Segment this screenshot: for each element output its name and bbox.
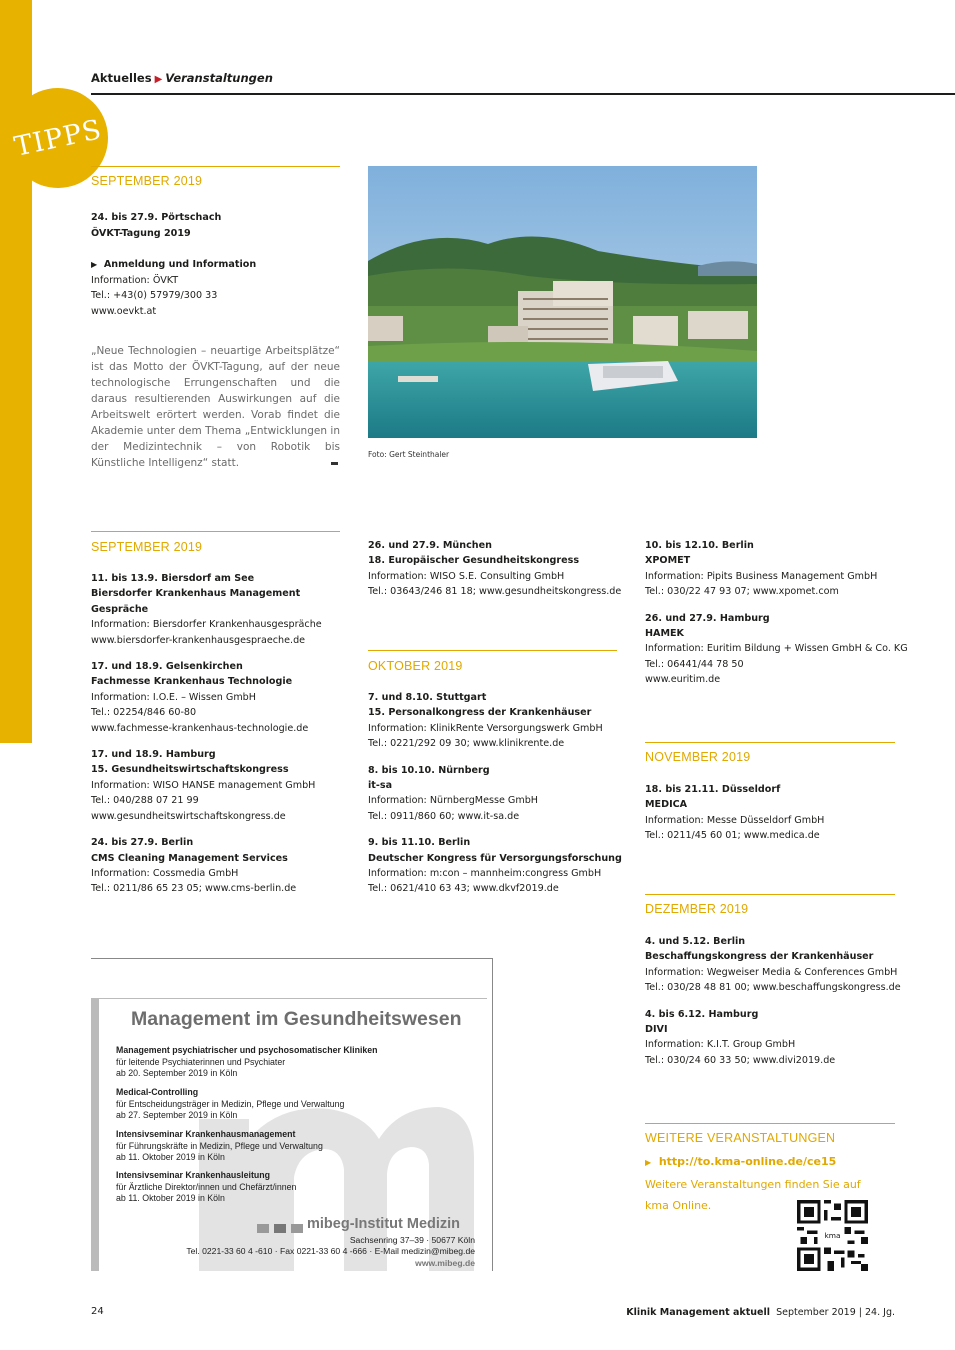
breadcrumb-subsection: Veranstaltungen bbox=[165, 71, 273, 85]
end-mark bbox=[331, 462, 338, 465]
event-item: 24. bis 27.9. Berlin CMS Cleaning Management Services Information: Cossmedia GmbH Tel.: 0211/86 65 23 05; www.cms-berlin.de bbox=[91, 837, 297, 895]
event-item: 4. bis 6.12. Hamburg DIVI Information: K.I.T. Group GmbH Tel.: 030/24 60 33 50; www.divi2019.de bbox=[645, 1008, 836, 1066]
ad-web[interactable]: www.mibeg.de bbox=[415, 1258, 475, 1268]
page-number: 24 bbox=[91, 1306, 104, 1317]
event-list bbox=[645, 538, 915, 699]
photo-caption: Foto: Gert Steinthaler bbox=[368, 450, 450, 459]
triangle-arrow-icon: ▶ bbox=[645, 1158, 652, 1167]
event-item: 17. und 18.9. Hamburg 15. Gesundheitswirtschaftskongress Information: WISO HANSE management GmbH Tel.: 040/288 07 21 99 www.gesundheitswirtschaftskongress.de bbox=[91, 749, 316, 822]
event-item: 18. bis 21.11. Düsseldorf MEDICA Information: Messe Düsseldorf GmbH Tel.: 0211/45 60 01; www.medica.de bbox=[645, 784, 825, 842]
footer-info: Klinik Management aktuell September 2019 | 24. Jg. bbox=[626, 1307, 895, 1318]
divider bbox=[368, 650, 617, 651]
month-heading: DEZEMBER 2019 bbox=[645, 902, 749, 916]
event-list bbox=[368, 538, 628, 611]
ad-course: Intensivseminar Krankenhausleitung für Ärztliche Direktor/innen und Chefärzt/innen ab 11. Oktober 2019 in Köln bbox=[116, 1170, 297, 1203]
tipps-badge: TIPPS bbox=[0, 79, 117, 198]
header-rule bbox=[91, 93, 955, 95]
ad-title: Management im Gesundheitswesen bbox=[131, 1008, 462, 1030]
event-item: 9. bis 11.10. Berlin Deutscher Kongress für Versorgungsforschung Information: m:con – mannheim:congress GmbH Tel.: 0621/410 63 43; www.dkvf2019.de bbox=[368, 837, 622, 895]
triangle-arrow-icon: ▶ bbox=[154, 74, 163, 85]
event-list bbox=[91, 571, 351, 908]
divider bbox=[91, 166, 340, 167]
event-web[interactable]: www.oevkt.at bbox=[91, 305, 157, 317]
event-info: Information: ÖVKT bbox=[91, 274, 179, 286]
divider bbox=[91, 531, 340, 532]
kma-link[interactable]: ▶ http://to.kma-online.de/ce15 bbox=[645, 1155, 837, 1168]
event-item: 10. bis 12.10. Berlin XPOMET Information: Pipits Business Management GmbH Tel.: 030/22 47 93 07; www.xpomet.com bbox=[645, 540, 878, 598]
event-item: 11. bis 13.9. Biersdorf am See Biersdorfer Krankenhaus Management Gespräche Information: Biersdorfer Krankenhausgespräche www.biersdorfer-krankenhausgespraeche.de bbox=[91, 573, 322, 646]
triangle-arrow-icon: ▶ bbox=[91, 260, 98, 269]
featured-event bbox=[91, 210, 341, 319]
event-title: ÖVKT-Tagung 2019 bbox=[91, 227, 191, 239]
ad-course: Intensivseminar Krankenhausmanagement für Führungskräfte in Medizin, Pflege und Verwaltung ab 11. Oktober 2019 in Köln bbox=[116, 1129, 323, 1162]
event-item: 7. und 8.10. Stuttgart 15. Personalkongress der Krankenhäuser Information: KlinikRente Versorgungswerk GmbH Tel.: 0221/292 09 30; www.klinikrente.de bbox=[368, 692, 603, 750]
ad-course: Management psychiatrischer und psychosomatischer Kliniken für leitende Psychiaterinnen und Psychiater ab 20. September 2019 in Köln bbox=[116, 1045, 378, 1078]
event-item: 26. und 27.9. München 18. Europäischer Gesundheitskongress Information: WISO S.E. Consulting GmbH Tel.: 03643/246 81 18; www.gesundheitskongress.de bbox=[368, 540, 622, 598]
month-heading: SEPTEMBER 2019 bbox=[91, 540, 203, 554]
mibeg-logo-icon bbox=[257, 1219, 303, 1238]
event-list bbox=[645, 934, 915, 1079]
event-tel: Tel.: +43(0) 57979/300 33 bbox=[91, 290, 218, 301]
registration-label: Anmeldung und Information bbox=[103, 259, 257, 270]
event-item: 8. bis 10.10. Nürnberg it-sa Information: NürnbergMesse GmbH Tel.: 0911/860 60; www.it-sa.de bbox=[368, 764, 538, 822]
month-heading: NOVEMBER 2019 bbox=[645, 750, 751, 764]
intro-text: „Neue Technologien – neuartige Arbeitsplätze“ ist das Motto der ÖVKT-Tagung, auf der neue technologische Errungenschaften und die daraus resultierenden Auswirkungen auf die Arbeitswelt erörtert werden. Vorab findet die Akademie unter dem Thema „Entwicklungen in der Medizintechnik – von Robotik bis Künstliche Intelligenz“ statt. bbox=[91, 345, 340, 469]
divider bbox=[645, 742, 895, 743]
month-heading: OKTOBER 2019 bbox=[368, 659, 463, 673]
event-item: 4. und 5.12. Berlin Beschaffungskongress der Krankenhäuser Information: Wegweiser Media & Conferences GmbH Tel.: 030/28 48 81 00; www.beschaffungskongress.de bbox=[645, 936, 901, 994]
qr-code[interactable] bbox=[797, 1200, 868, 1271]
ad-contact: Tel. 0221-33 60 4 -610 · Fax 0221-33 60 4 -666 · E-Mail medizin@mibeg.de bbox=[186, 1246, 475, 1256]
event-date: 24. bis 27.9. Pörtschach bbox=[91, 212, 222, 223]
event-item: 17. und 18.9. Gelsenkirchen Fachmesse Krankenhaus Technologie Information: I.O.E. – Wissen GmbH Tel.: 02254/846 60-80 www.fachmesse-krankenhaus-technologie.de bbox=[91, 661, 309, 734]
ad-course: Medical-Controlling für Entscheidungsträger in Medizin, Pflege und Verwaltung ab 27. September 2019 in Köln bbox=[116, 1087, 345, 1120]
ad-address: Sachsenring 37–39 · 50677 Köln bbox=[349, 1235, 475, 1245]
month-heading: SEPTEMBER 2019 bbox=[91, 174, 203, 188]
more-text: Weitere Veranstaltungen finden Sie auf kma Online. bbox=[645, 1178, 861, 1212]
event-list bbox=[368, 690, 628, 908]
breadcrumb bbox=[91, 71, 273, 85]
svg-text:kma: kma bbox=[824, 1231, 841, 1241]
ad-logo-text: mibeg-Institut Medizin bbox=[307, 1216, 461, 1232]
breadcrumb-section: Aktuelles bbox=[91, 71, 152, 85]
event-item: 26. und 27.9. Hamburg HAMEK Information: Euritim Bildung + Wissen GmbH & Co. KG Tel.: 06441/44 78 50 www.euritim.de bbox=[645, 612, 908, 686]
divider bbox=[645, 894, 895, 895]
more-heading: WEITERE VERANSTALTUNGEN bbox=[645, 1131, 836, 1145]
hotel-lake-photo bbox=[368, 166, 757, 438]
divider bbox=[645, 1123, 895, 1124]
event-list bbox=[645, 782, 915, 855]
